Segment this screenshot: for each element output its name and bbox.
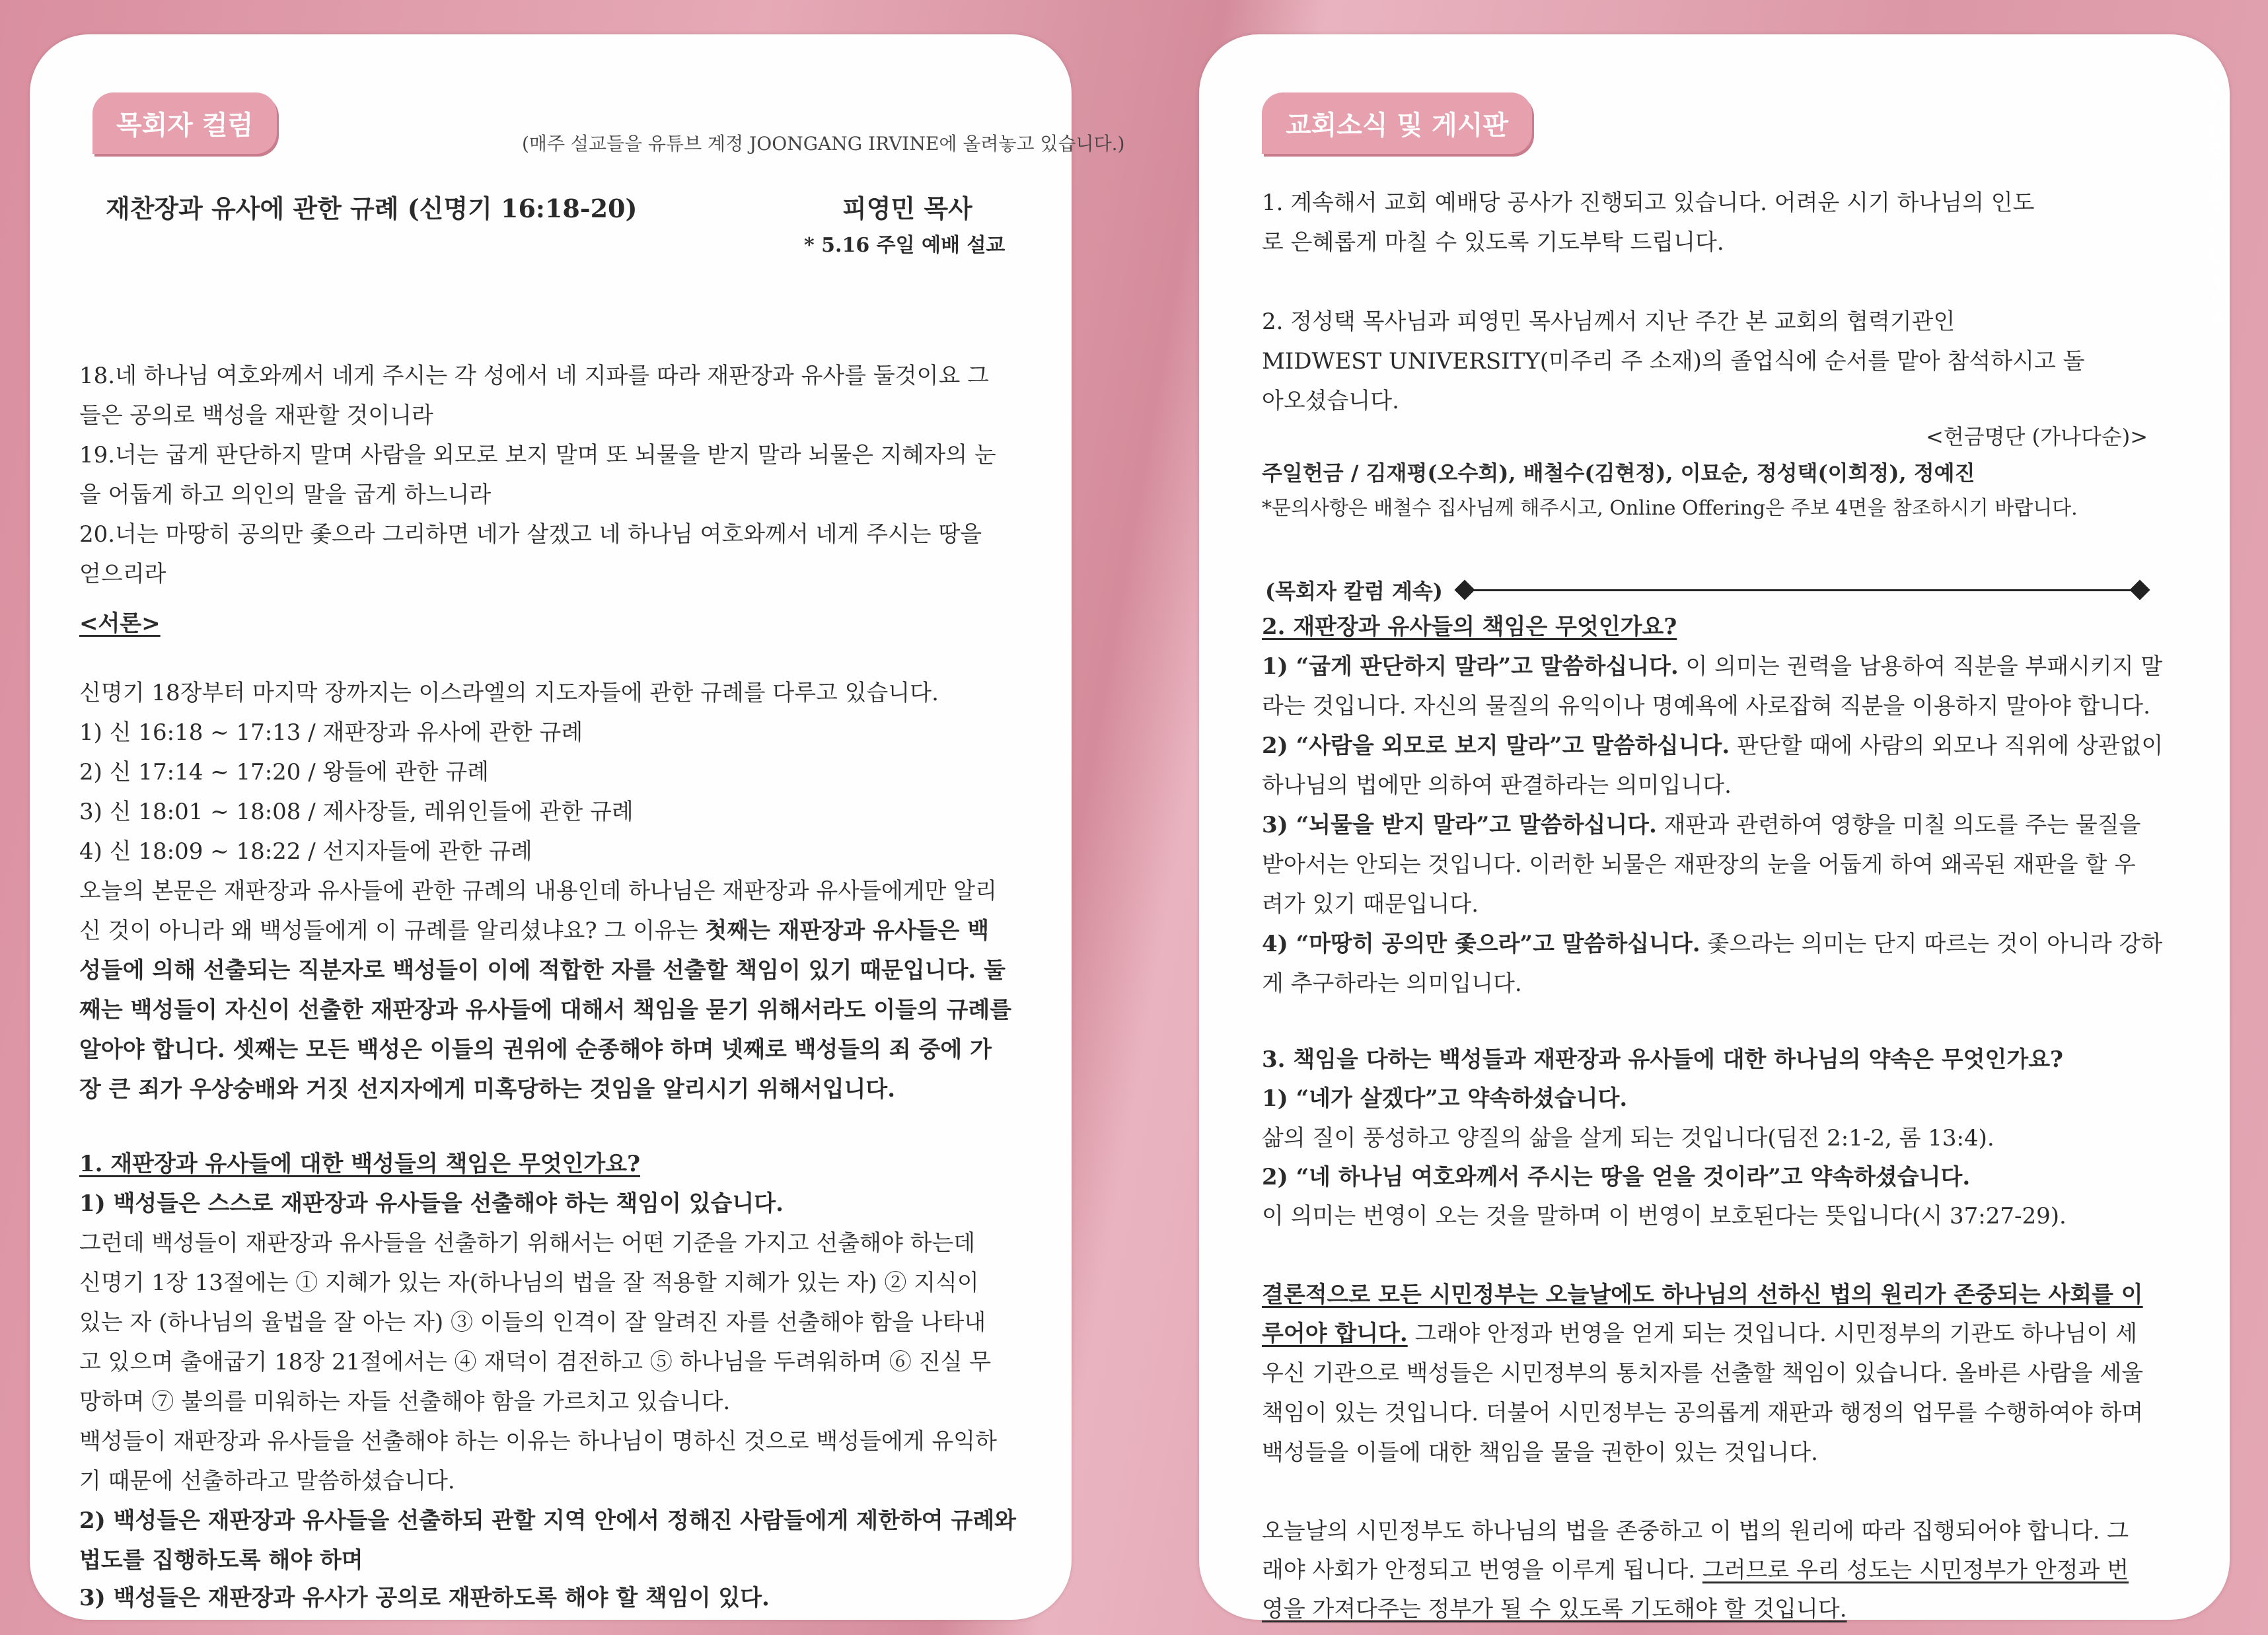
intro-line: 오늘의 본문은 재판장과 유사들에 관한 규례의 내용인데 하나님은 재판장과 유사들에게만 알리 bbox=[79, 878, 997, 904]
news1-line: 로 은혜롭게 마칠 수 있도록 기도부탁 드립니다. bbox=[1262, 229, 1724, 256]
q2-line: 받아서는 안되는 것입니다. 이러한 뇌물은 재판장의 눈을 어둡게 하여 왜곡된 재판을 할 우 bbox=[1262, 852, 2136, 878]
intro-heading: <서론> bbox=[79, 610, 161, 637]
conclusion-line-1: 결론적으로 모든 시민정부는 오늘날에도 하나님의 선하신 법의 원리가 존중되는 사회를 이 bbox=[1262, 1282, 2143, 1308]
news2-line: MIDWEST UNIVERSITY(미주리 주 소재)의 졸업식에 순서를 맡아 참석하시고 돌 bbox=[1262, 348, 2085, 375]
q2-line: 게 추구하라는 의미입니다. bbox=[1262, 970, 1522, 997]
pastor-column-tab: 목회자 컬럼 bbox=[92, 92, 277, 154]
intro-line: 2) 신 17:14 ~ 17:20 / 왕들에 관한 규례 bbox=[79, 759, 490, 785]
left-page-panel bbox=[30, 34, 1125, 1620]
right-page-panel bbox=[1199, 34, 2230, 1620]
intro-line: 1) 신 16:18 ~ 17:13 / 재판장과 유사에 관한 규례 bbox=[79, 719, 583, 746]
scripture-line: 19.너는 굽게 판단하지 말며 사람을 외모로 보지 말며 또 뇌물을 받지 말라 뇌물은 지혜자의 눈 bbox=[79, 442, 996, 468]
q2-line: 4) “마땅히 공의만 좇으라”고 말씀하십니다. 좇으라는 의미는 단지 따르는 것이 아니라 강하 bbox=[1262, 931, 2163, 957]
news1-line: 1. 계속해서 교회 예배당 공사가 진행되고 있습니다. 어려운 시기 하나님의 인도 bbox=[1262, 190, 2035, 216]
intro-bold-line: 성들에 의해 선출되는 직분자로 백성들이 이에 적합한 자를 선출할 책임이 있기 때문입니다. 둘 bbox=[79, 957, 1006, 984]
conclusion-rest-line: 백성들을 이들에 대한 책임을 물을 권한이 있는 것입니다. bbox=[1262, 1439, 1818, 1466]
conclusion-rest-line: 책임이 있는 것입니다. 더불어 시민정부는 공의롭게 재판과 행정의 업무를 수행하여야 하며 bbox=[1262, 1400, 2144, 1426]
intro-bold-line: 째는 백성들이 자신이 선출한 재판장과 유사들에 대해서 책임을 묻기 위해서라도 이들의 규례를 bbox=[79, 997, 1012, 1023]
divider-diamond-right bbox=[2129, 579, 2150, 600]
q3-heading: 3. 책임을 다하는 백성들과 재판장과 유사들에 대한 하나님의 약속은 무엇인가요? bbox=[1262, 1046, 2063, 1073]
intro-bold-line: 장 큰 죄가 우상숭배와 거짓 선지자에게 미혹당하는 것임을 알리시기 위해서입니다. bbox=[79, 1076, 896, 1103]
q2-line: 라는 것입니다. 자신의 물질의 유익이나 명예욕에 사로잡혀 직분을 이용하지 말아야 합니다. bbox=[1262, 693, 2150, 719]
q3-promise-2-body: 이 의미는 번영이 오는 것을 말하며 이 번영이 보호된다는 뜻입니다(시 37:27-29). bbox=[1262, 1203, 2067, 1229]
q3-promise-2: 2) “네 하나님 여호와께서 주시는 땅을 얻을 것이라”고 약속하셨습니다. bbox=[1262, 1164, 1971, 1190]
news2-line: 2. 정성택 목사님과 피영민 목사님께서 지난 주간 본 교회의 협력기관인 bbox=[1262, 309, 1956, 335]
q3-promise-1-body: 삶의 질이 풍성하고 양질의 삶을 살게 되는 것입니다(딤전 2:1-2, 롬 13:4). bbox=[1262, 1125, 1994, 1151]
q2-line: 려가 있기 때문입니다. bbox=[1262, 891, 1479, 918]
q1-body-line: 신명기 1장 13절에는 ① 지혜가 있는 자(하나님의 법을 잘 적용할 지혜가 있는 자) ② 지식이 bbox=[79, 1270, 979, 1296]
intro-line-7: 신 것이 아니라 왜 백성들에게 이 규례를 알리셨냐요? 그 이유는 첫째는 재판장과 유사들은 백 bbox=[79, 918, 990, 944]
q1-point2-line: 법도를 집행하도록 해야 하며 bbox=[79, 1547, 363, 1574]
divider-rule bbox=[1472, 589, 2133, 591]
q1-body-line: 망하며 ⑦ 불의를 미워하는 자들 선출해야 함을 가르치고 있습니다. bbox=[79, 1389, 731, 1415]
sermon-title: 재찬장과 유사에 관한 규례 (신명기 16:18-20) bbox=[106, 194, 638, 223]
column-continued-label: (목회자 칼럼 계속) bbox=[1265, 579, 1443, 604]
q2-line: 하나님의 법에만 의하여 판결하라는 의미입니다. bbox=[1262, 772, 1732, 799]
divider-diamond-left bbox=[1454, 579, 1475, 600]
q2-heading: 2. 재판장과 유사들의 책임은 무엇인가요? bbox=[1262, 614, 1677, 640]
scripture-line: 을 어둡게 하고 의인의 말을 굽게 하느니라 bbox=[79, 482, 492, 508]
q2-line: 3) “뇌물을 받지 말라”고 말씀하십니다. 재판과 관련하여 영향을 미칠 의도를 주는 물질을 bbox=[1262, 812, 2141, 838]
side-index-label: 목회자 칼럼 교회소식 및 게시판 bbox=[2205, 61, 2224, 331]
q1-heading: 1. 재판장과 유사들에 대한 백성들의 책임은 무엇인가요? bbox=[79, 1151, 641, 1177]
q1-body-line: 기 때문에 선출하라고 말씀하셨습니다. bbox=[79, 1468, 455, 1494]
scripture-line: 18.네 하나님 여호와께서 네게 주시는 각 성에서 네 지파를 따라 재판장과 유사를 둘것이요 그 bbox=[79, 363, 989, 389]
offering-list: 주일헌금 / 김재평(오수희), 배철수(김현정), 이묘순, 정성택(이희정), 정예진 bbox=[1262, 460, 1975, 486]
q3-promise-1: 1) “네가 살겠다”고 약속하셨습니다. bbox=[1262, 1085, 1628, 1112]
q1-point2-line: 2) 백성들은 재판장과 유사들을 선출하되 관할 지역 안에서 정해진 사람들에게 제한하여 규례와 bbox=[79, 1508, 1017, 1534]
final-line-2: 래야 사회가 안정되고 번영을 이루게 됩니다. 그러므로 우리 성도는 시민정부가 안정과 번 bbox=[1262, 1557, 2129, 1583]
scripture-line: 20.너는 마땅히 공의만 좇으라 그리하면 네가 살겠고 네 하나님 여호와께서 네게 주시는 땅을 bbox=[79, 521, 982, 548]
youtube-note: (매주 설교들을 유튜브 계정 JOONGANG IRVINE에 올려놓고 있습니다.) bbox=[522, 133, 1125, 155]
q1-point-1: 1) 백성들은 스스로 재판장과 유사들을 선출해야 하는 책임이 있습니다. bbox=[79, 1190, 784, 1217]
scripture-line: 얻으리라 bbox=[79, 561, 166, 587]
q1-body-line: 백성들이 재판장과 유사들을 선출해야 하는 이유는 하나님이 명하신 것으로 백성들에게 유익하 bbox=[79, 1428, 997, 1455]
q1-body-line: 고 있으며 출애굽기 18장 21절에서는 ④ 재덕이 겸전하고 ⑤ 하나님을 두려워하며 ⑥ 진실 무 bbox=[79, 1349, 992, 1375]
conclusion-line-2: 루어야 합니다. 그래야 안정과 번영을 얻게 되는 것입니다. 시민정부의 기관도 하나님이 세 bbox=[1262, 1321, 2137, 1347]
q1-point-3: 3) 백성들은 재판장과 유사가 공의로 재판하도록 해야 할 책임이 있다. bbox=[79, 1585, 770, 1611]
q2-line: 2) “사람을 외모로 보지 말라”고 말씀하십니다. 판단할 때에 사람의 외모나 직위에 상관없이 bbox=[1262, 733, 2164, 759]
church-news-tab: 교회소식 및 게시판 bbox=[1262, 92, 1532, 154]
conclusion-rest-line: 우신 기관으로 백성들은 시민정부의 통치자를 선출할 책임이 있습니다. 올바른 사람을 세울 bbox=[1262, 1360, 2144, 1387]
pastor-name: 피영민 목사 bbox=[842, 194, 972, 223]
sermon-date: * 5.16 주일 예배 설교 bbox=[804, 234, 1006, 257]
column-continued-divider bbox=[1265, 575, 2147, 605]
q1-body-line: 그런데 백성들이 재판장과 유사들을 선출하기 위해서는 어떤 기준을 가지고 선출해야 하는데 bbox=[79, 1230, 976, 1256]
intro-bold-line: 알아야 합니다. 셋째는 모든 백성은 이들의 권위에 순종해야 하며 넷째로 백성들의 죄 중에 가 bbox=[79, 1036, 992, 1063]
final-line-3: 영을 가져다주는 정부가 될 수 있도록 기도해야 할 것입니다. bbox=[1262, 1596, 1847, 1622]
offering-heading: <헌금명단 (가나다순)> bbox=[1926, 424, 2148, 449]
scripture-line: 들은 공의로 백성을 재판할 것이니라 bbox=[79, 402, 433, 429]
final-line-1: 오늘날의 시민정부도 하나님의 법을 존중하고 이 법의 원리에 따라 집행되어야 합니다. 그 bbox=[1262, 1518, 2129, 1544]
offering-note: *문의사항은 배철수 집사님께 해주시고, Online Offering은 주보 4면을 참조하시기 바랍니다. bbox=[1262, 497, 2078, 520]
intro-line: 3) 신 18:01 ~ 18:08 / 제사장들, 레위인들에 관한 규례 bbox=[79, 799, 634, 825]
intro-line: 신명기 18장부터 마지막 장까지는 이스라엘의 지도자들에 관한 규례를 다루고 있습니다. bbox=[79, 680, 939, 706]
q1-body-line: 있는 자 (하나님의 율법을 잘 아는 자) ③ 이들의 인격이 잘 알려진 자를 선출해야 함을 나타내 bbox=[79, 1309, 986, 1336]
q2-line: 1) “굽게 판단하지 말라”고 말씀하십니다. 이 의미는 권력을 남용하여 직분을 부패시키지 말 bbox=[1262, 653, 2163, 680]
intro-line: 4) 신 18:09 ~ 18:22 / 선지자들에 관한 규례 bbox=[79, 838, 532, 865]
news2-line: 아오셨습니다. bbox=[1262, 388, 1399, 414]
